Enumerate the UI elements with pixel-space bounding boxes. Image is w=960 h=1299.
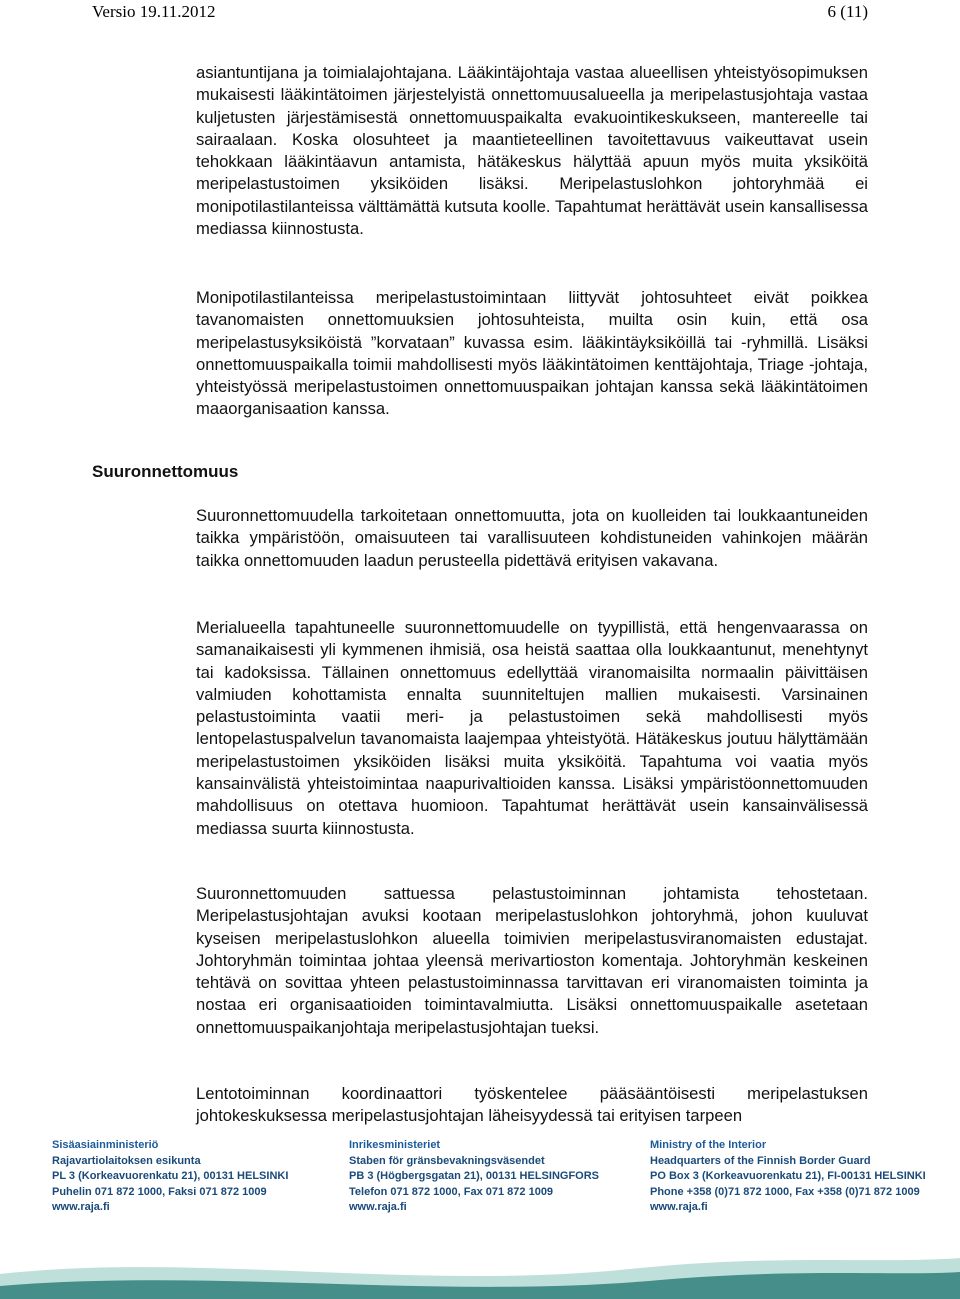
footer-wave-decoration <box>0 1234 960 1299</box>
footer-phone: Telefon 071 872 1000, Fax 071 872 1009 <box>349 1185 554 1198</box>
footer-column-en <box>650 1138 926 1216</box>
paragraph-3 <box>196 505 868 572</box>
paragraph-5 <box>196 883 868 1039</box>
footer-address: PO Box 3 (Korkeavuorenkatu 21), FI-00131 HELSINKI <box>650 1170 926 1182</box>
paragraph-text: Merialueella tapahtuneelle suuronnettomuudelle on tyypillistä, että hengenvaarassa on samanaikaisesti yli kymmenen ihmisiä, osa heistä saattaa olla loukkaantunut, menehtynyt tai kadoksissa. Tällainen onnettomuus edellyttää viranomaisilta normaalin päivittäisen valmiuden kohottamista ennalta suunniteltujen mallien mukaisesti. Varsinainen pelastustoiminta vaatii meri- ja pelastustoimen sekä mahdollisesti myös lentopelastuspalvelun tavanomaista laajempaa yhteistyötä. Hätäkeskus joutuu hälyttämään meripelastustoimen yksiköiden lisäksi muita yksiköitä. Tapahtuma voi vaatia myös kansainvälistä yhteistoimintaa naapurivaltioiden kanssa. Lisäksi ympäristöonnettomuuden mahdollisuus on otettava huomioon. Tapahtumat herättävät usein kansainvälisessä mediassa suurta kiinnostusta. <box>196 618 868 838</box>
footer-org: Ministry of the Interior <box>650 1139 767 1151</box>
page-number: 6 (11) <box>827 2 868 21</box>
section-heading: Suuronnettomuus <box>92 462 239 481</box>
footer-unit: Rajavartiolaitoksen esikunta <box>52 1154 201 1167</box>
footer-address: PL 3 (Korkeavuorenkatu 21), 00131 HELSINKI <box>52 1170 289 1182</box>
page-header <box>92 2 868 24</box>
paragraph-6 <box>196 1083 868 1128</box>
footer-address: PB 3 (Högbergsgatan 21), 00131 HELSINGFORS <box>349 1170 600 1182</box>
footer-unit: Headquarters of the Finnish Border Guard <box>650 1154 871 1167</box>
footer-website: www.raja.fi <box>650 1201 708 1213</box>
footer-website: www.raja.fi <box>349 1201 407 1213</box>
paragraph-text: Suuronnettomuuden sattuessa pelastustoiminnan johtamista tehostetaan. Meripelastusjohtajan avuksi kootaan meripelastuslohkon johtoryhmä, johon kuuluvat kyseisen meripelastuslohkon alueella toimivien meripelastusviranomaisten edustajat. Johtoryhmän toimintaa johtaa yleensä merivartioston komentaja. Johtoryhmän keskeinen tehtävä on sovittaa yhteen pelastustoiminnassa tarvittavan eri viranomaisten toiminta ja nostaa eri organisaatioiden toimintavalmiutta. Lisäksi onnettomuuspaikalle asetetaan onnettomuuspaikanjohtaja meripelastusjohtajan tueksi. <box>196 884 868 1037</box>
paragraph-text: Lentotoiminnan koordinaattori työskentelee pääsääntöisesti meripelastuksen johtokeskuksessa meripelastusjohtajan läheisyydessä tai erityisen tarpeen <box>196 1084 868 1126</box>
footer-website: www.raja.fi <box>52 1201 110 1213</box>
footer-column-sv <box>349 1138 599 1216</box>
footer-column-fi <box>52 1138 288 1216</box>
page-footer <box>0 1138 960 1299</box>
paragraph-text: asiantuntijana ja toimialajohtajana. Lääkintäjohtaja vastaa alueellisen yhteistyösopimuksen mukaisesti lääkintätoimen järjestelyistä onnettomuusalueella ja meripelastusjohtaja vastaa kuljetusten järjestämisestä onnettomuuspaikalta evakuointikeskukseen, mantereelle tai sairaalaan. Koska olosuhteet ja maantieteellinen tavoitettavuus vaikeuttavat usein tehokkaan lääkintäavun antamista, hätäkeskus hälyttää apuun myös muita yksiköitä meripelastustoimen yksiköiden lisäksi. Meripelastuslohkon johtoryhmää ei monipotilastilanteissa välttämättä kutsuta koolle. Tapahtumat herättävät usein kansallisessa mediassa kiinnostusta. <box>196 63 868 239</box>
paragraph-text: Suuronnettomuudella tarkoitetaan onnettomuutta, jota on kuolleiden tai loukkaantuneiden taikka ympäristöön, omaisuuteen tai varallisuuteen kohdistuneiden vahinkojen määrän taikka onnettomuuden laadun perusteella pidettävä erityisen vakavana. <box>196 506 868 570</box>
footer-phone: Phone +358 (0)71 872 1000, Fax +358 (0)71 872 1009 <box>650 1185 920 1198</box>
paragraph-text: Monipotilastilanteissa meripelastustoimintaan liittyvät johtosuhteet eivät poikkea tavanomaisten onnettomuuksien johtosuhteista, muilta osin kuin, että osa meripelastusyksiköistä ”korvataan” kuvassa esim. lääkintäyksiköillä tai -ryhmillä. Lisäksi onnettomuuspaikalla toimii mahdollisesti myös lääkintätoimen kenttäjohtaja, Triage -johtaja, yhteistyössä meripelastustoimen onnettomuuspaikan johtajan kanssa sekä lääkintätoimen maaorganisaation kanssa. <box>196 288 868 419</box>
footer-unit: Staben för gränsbevakningsväsendet <box>349 1154 545 1167</box>
footer-org: Inrikesministeriet <box>349 1139 441 1151</box>
paragraph-2 <box>196 287 868 421</box>
footer-org: Sisäasiainministeriö <box>52 1139 159 1151</box>
footer-phone: Puhelin 071 872 1000, Faksi 071 872 1009 <box>52 1185 267 1198</box>
paragraph-1 <box>196 62 868 240</box>
version-label: Versio 19.11.2012 <box>92 2 216 21</box>
paragraph-4 <box>196 617 868 840</box>
